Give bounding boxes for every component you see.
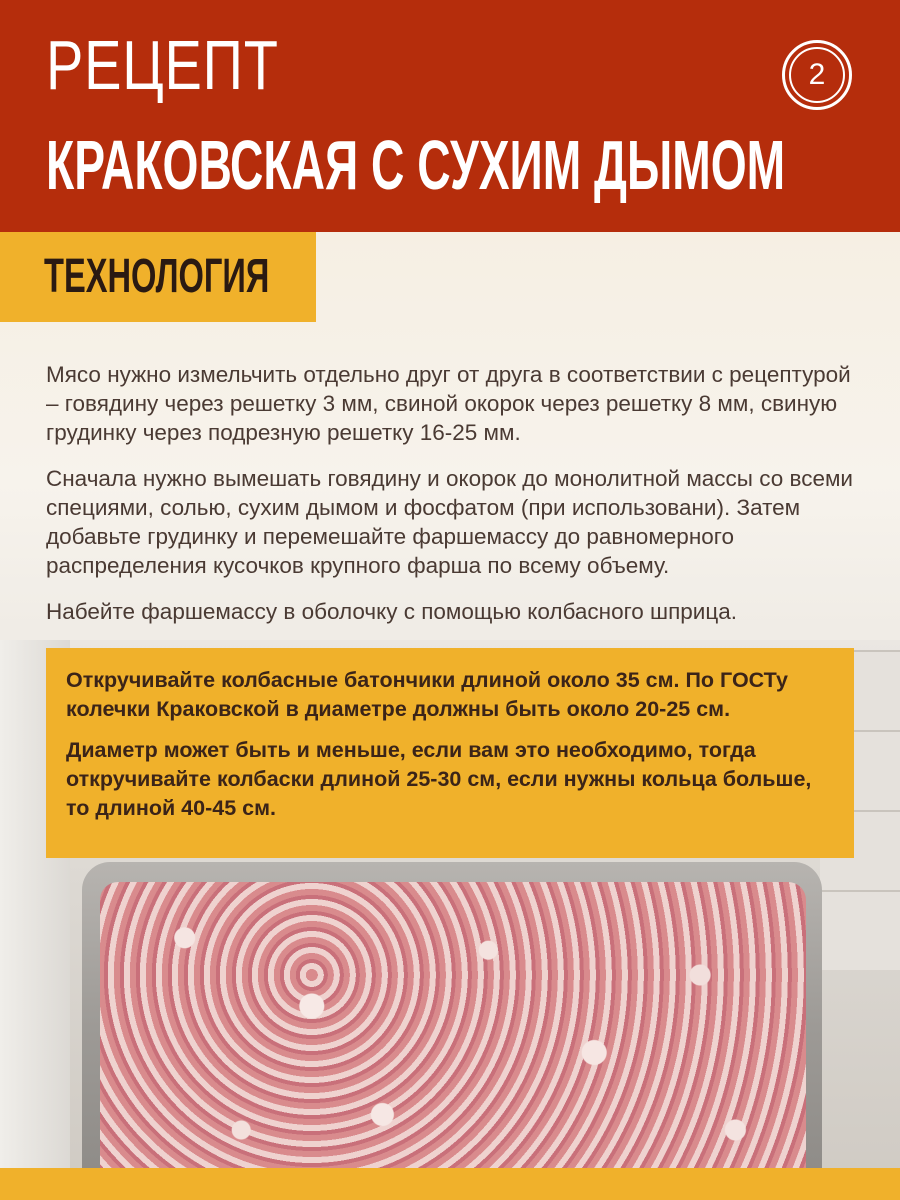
paragraph: Сначала нужно вымешать говядину и окорок до монолитной массы со всеми специями, солью, сухим дымом и фосфатом (при использовани). Затем добавьте грудинку и перемешайте фаршемассу до равномерного распределения кусочков крупного фарша по всему объему. xyxy=(46,466,854,578)
note-paragraph: Откручивайте колбасные батончики длиной около 35 см. По ГОСТу колечки Краковской в диаметре должны быть около 20-25 см. xyxy=(66,668,788,721)
section-label: ТЕХНОЛОГИЯ xyxy=(44,250,270,303)
title-line-1: РЕЦЕПТ xyxy=(46,26,279,104)
header-banner xyxy=(0,0,900,232)
note-box xyxy=(46,648,854,858)
instructions-text xyxy=(46,360,866,643)
minced-meat-image xyxy=(100,882,806,1192)
title-line-2: КРАКОВСКАЯ С СУХИМ ДЫМОМ xyxy=(46,126,786,204)
paragraph: Мясо нужно измельчить отдельно друг от друга в соответствии с рецептурой – говядину через решетку 3 мм, свиной окорок через решетку 8 мм, свиную грудинку через подрезную решетку 16-25 мм. xyxy=(46,362,851,445)
section-label-box xyxy=(0,232,316,322)
page-number: 2 xyxy=(789,47,845,103)
bottom-accent-bar xyxy=(0,1168,900,1200)
page-number-badge xyxy=(782,40,852,110)
paragraph: Набейте фаршемассу в оболочку с помощью колбасного шприца. xyxy=(46,599,738,624)
note-paragraph: Диаметр может быть и меньше, если вам это необходимо, тогда откручивайте колбаски длиной 25-30 см, если нужны кольца больше, то длиной 40-45 см. xyxy=(66,738,812,820)
